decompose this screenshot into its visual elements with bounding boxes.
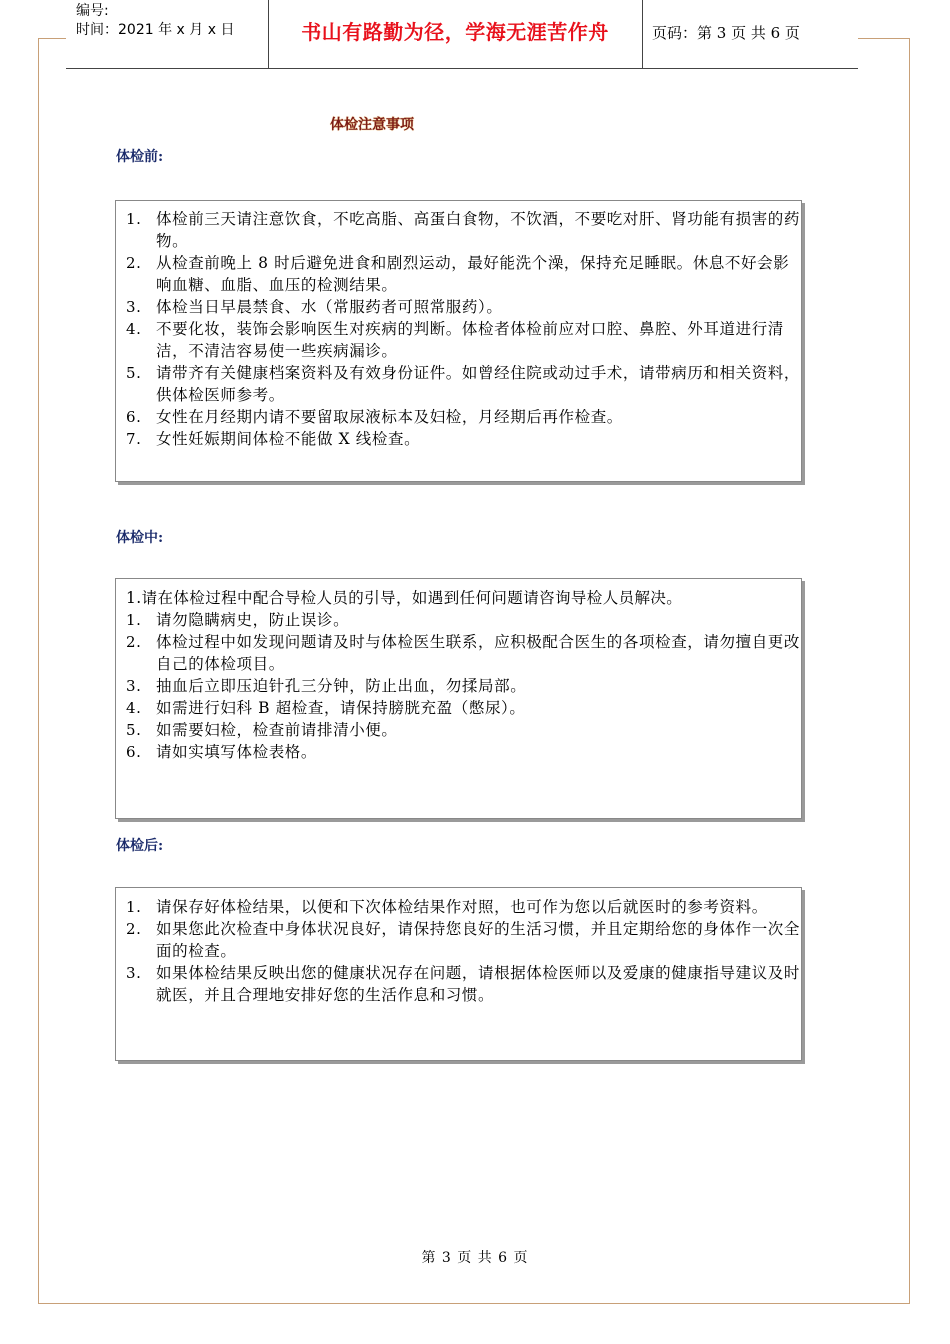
list-before — [116, 208, 801, 450]
list-item — [116, 362, 801, 406]
time-label: 时间：2021 年 x 月 x 日 — [76, 22, 235, 38]
list-item — [116, 318, 801, 362]
section-box-before — [115, 200, 802, 482]
list-item-number: 7. — [126, 430, 142, 448]
list-item-text: 如果您此次检查中身体状况良好，请保持您良好的生活习惯，并且定期给您的身体作一次全面的检查。 — [156, 920, 801, 960]
list-item-text: 请勿隐瞒病史，防止误诊。 — [156, 611, 350, 629]
list-item-text: 女性在月经期内请不要留取尿液标本及妇检，月经期后再作检查。 — [156, 408, 623, 426]
list-item — [116, 296, 801, 318]
header-divider — [642, 0, 643, 68]
section-heading-during: 体检中: — [116, 530, 164, 546]
list-item-number: 4. — [126, 699, 142, 717]
list-item — [116, 741, 801, 763]
list-item-text: 不要化妆，装饰会影响医生对疾病的判断。体检者体检前应对口腔、鼻腔、外耳道进行清洁，不清洁容易使一些疾病漏诊。 — [156, 320, 784, 360]
header-motto: 书山有路勤为径，学海无涯苦作舟 — [301, 20, 609, 44]
list-item-number: 1. — [126, 210, 142, 228]
page-header — [66, 0, 858, 69]
header-meta — [76, 2, 234, 40]
header-page-number: 页码：第 3 页 共 6 页 — [652, 24, 800, 42]
list-during — [116, 609, 801, 763]
list-item — [116, 962, 801, 1006]
list-item — [116, 631, 801, 675]
list-item-text: 请带齐有关健康档案资料及有效身份证件。如曾经住院或动过手术，请带病历和相关资料，供体检医师参考。 — [156, 364, 801, 404]
list-item-text: 如需进行妇科 B 超检查，请保持膀胱充盈（憋尿）。 — [156, 699, 526, 717]
list-item-number: 6. — [126, 743, 142, 761]
section-heading-after: 体检后: — [116, 838, 164, 854]
page-footer: 第 3 页 共 6 页 — [421, 1250, 529, 1266]
list-item — [116, 918, 801, 962]
list-item — [116, 697, 801, 719]
list-item-number: 2. — [126, 633, 142, 651]
list-item-text: 从检查前晚上 8 时后避免进食和剧烈运动，最好能洗个澡，保持充足睡眠。休息不好会影响血糖、血脂、血压的检测结果。 — [156, 254, 790, 294]
list-item-number: 2. — [126, 254, 142, 272]
list-item-number: 2. — [126, 920, 142, 938]
list-item-number: 5. — [126, 364, 142, 382]
list-item-text: 女性妊娠期间体检不能做 X 线检查。 — [156, 430, 421, 448]
section-box-after — [115, 887, 802, 1061]
list-item — [116, 675, 801, 697]
list-item — [116, 252, 801, 296]
list-item-number: 1. — [126, 611, 142, 629]
list-item — [116, 406, 801, 428]
list-item-text: 体检过程中如发现问题请及时与体检医生联系，应积极配合医生的各项检查，请勿擅自更改自己的体检项目。 — [156, 633, 801, 673]
list-item — [116, 896, 801, 918]
list-item-number: 4. — [126, 320, 142, 338]
list-item-number: 3. — [126, 964, 142, 982]
list-item-text: 体检前三天请注意饮食，不吃高脂、高蛋白食物，不饮酒，不要吃对肝、肾功能有损害的药物。 — [156, 210, 801, 250]
list-item-number: 1. — [126, 898, 142, 916]
list-item — [116, 609, 801, 631]
list-item-text: 体检当日早晨禁食、水（常服药者可照常服药）。 — [156, 298, 503, 316]
number-label: 编号: — [76, 3, 109, 19]
list-item-text: 请如实填写体检表格。 — [156, 743, 318, 761]
list-item — [116, 719, 801, 741]
list-item — [116, 428, 801, 450]
list-item-number: 5. — [126, 721, 142, 739]
section-box-during — [115, 578, 802, 819]
list-item-number: 3. — [126, 677, 142, 695]
document-title: 体检注意事项 — [330, 117, 414, 133]
section-heading-before: 体检前: — [116, 149, 164, 165]
list-item-text: 如需要妇检，检查前请排清小便。 — [156, 721, 398, 739]
during-intro: 1.请在体检过程中配合导检人员的引导，如遇到任何问题请咨询导检人员解决。 — [126, 589, 683, 607]
list-item-text: 抽血后立即压迫针孔三分钟，防止出血，勿揉局部。 — [156, 677, 527, 695]
list-item-number: 6. — [126, 408, 142, 426]
list-item — [116, 208, 801, 252]
list-item-text: 请保存好体检结果，以便和下次体检结果作对照，也可作为您以后就医时的参考资料。 — [156, 898, 768, 916]
list-after — [116, 896, 801, 1006]
list-item-number: 3. — [126, 298, 142, 316]
list-item-text: 如果体检结果反映出您的健康状况存在问题，请根据体检医师以及爱康的健康指导建议及时就医，并且合理地安排好您的生活作息和习惯。 — [156, 964, 801, 1004]
